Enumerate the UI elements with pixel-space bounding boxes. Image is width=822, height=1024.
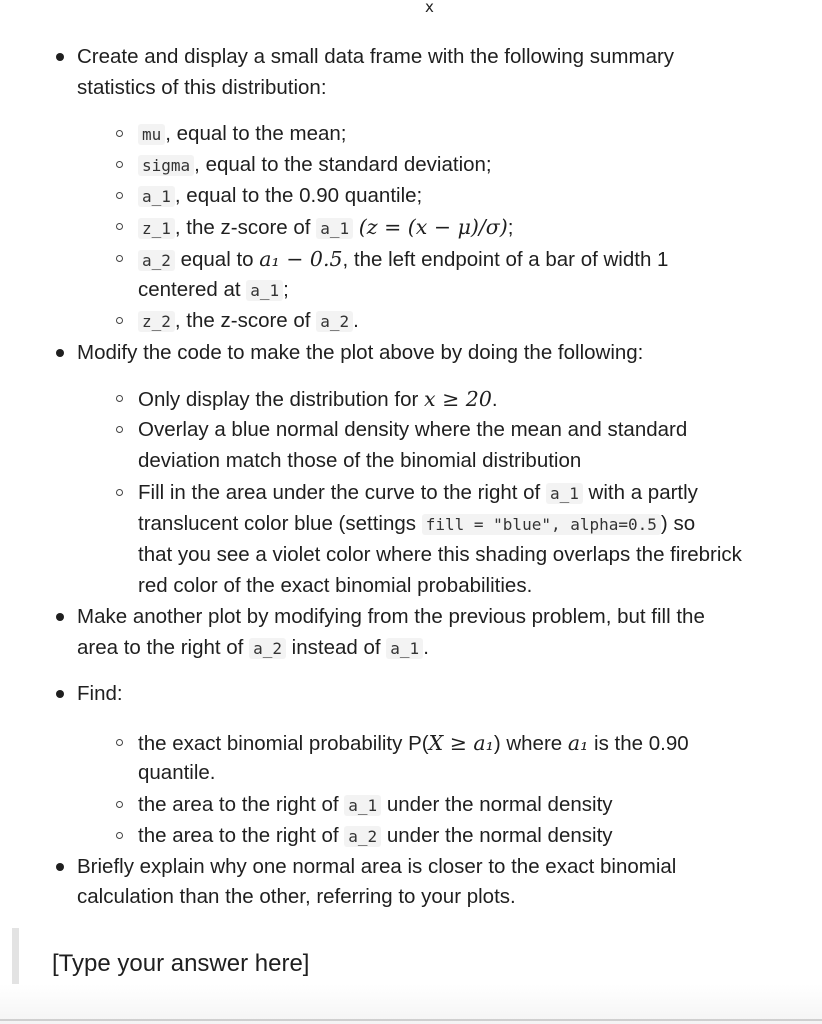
sub-bullet [116, 832, 123, 839]
sub-item-sigma: sigma , equal to the standard deviation; [138, 152, 492, 179]
answer-cell[interactable]: [Type your answer here] [52, 950, 310, 977]
sub-item-a1: a_1 , equal to the 0.90 quantile; [138, 183, 422, 210]
close-icon[interactable]: x [425, 0, 434, 16]
text-line: deviation match those of the binomial distribution [138, 449, 582, 472]
sub-item-mu: mu , equal to the mean; [138, 121, 346, 148]
find-item-1: the exact binomial probability P(X ≥ a₁) where a₁ is the 0.90 [138, 731, 689, 755]
sub-item-z2: z_2 , the z-score of a_2 . [138, 308, 359, 335]
bullet [56, 613, 64, 621]
text-line: statistics of this distribution: [77, 76, 327, 99]
sub-bullet [116, 192, 123, 199]
text-line: Modify the code to make the plot above by doing the following: [77, 341, 644, 364]
text-line: translucent color blue (settings fill = "blue", alpha=0.5 ) so [138, 512, 696, 535]
bullet [56, 690, 64, 698]
modify-item-1: Only display the distribution for x ≥ 20. [138, 387, 498, 411]
sub-bullet [116, 255, 123, 262]
text-line: that you see a violet color where this shading overlaps the firebrick [138, 543, 742, 566]
sub-item-z1: z_1 , the z-score of a_1 (z = (x − μ)/σ); [138, 214, 514, 242]
sub-bullet [116, 801, 123, 808]
sub-bullet [116, 223, 123, 230]
sub-bullet [116, 489, 123, 496]
find-item-2: the area to the right of a_1 under the normal density [138, 793, 613, 816]
text-line: calculation than the other, referring to your plots. [77, 885, 516, 908]
text-line: Find: [77, 682, 123, 705]
bottom-divider [0, 1019, 822, 1021]
sub-bullet [116, 395, 123, 402]
text-line: area to the right of a_2 instead of a_1 . [77, 636, 429, 659]
sub-bullet [116, 739, 123, 746]
sub-bullet [116, 317, 123, 324]
bullet [56, 53, 64, 61]
sub-bullet [116, 161, 123, 168]
bullet [56, 863, 64, 871]
bottom-shade [0, 984, 822, 1024]
bullet [56, 349, 64, 357]
modify-item-2: Overlay a blue normal density where the mean and standard [138, 418, 688, 441]
sub-bullet [116, 426, 123, 433]
modify-item-3: Fill in the area under the curve to the right of a_1 with a partly [138, 481, 698, 504]
text-line: Create and display a small data frame with the following summary [77, 45, 675, 68]
sub-bullet [116, 130, 123, 137]
sub-item-a2: a_2 equal to a₁ − 0.5, the left endpoint of a bar of width 1 [138, 246, 668, 274]
find-item-3: the area to the right of a_2 under the normal density [138, 824, 613, 847]
text-line: Briefly explain why one normal area is closer to the exact binomial [77, 855, 677, 878]
text-line: centered at a_1 ; [138, 278, 289, 301]
text-line: red color of the exact binomial probabilities. [138, 574, 533, 597]
text-line: Make another plot by modifying from the previous problem, but fill the [77, 605, 705, 628]
text-line: quantile. [138, 761, 216, 784]
